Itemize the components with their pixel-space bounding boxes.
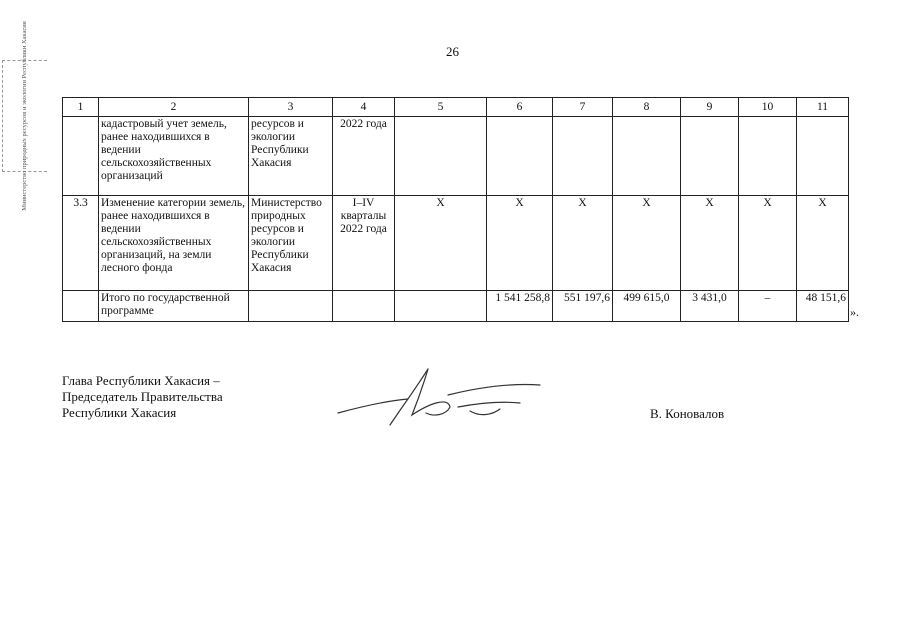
row-value: Х	[395, 196, 487, 291]
row-value	[681, 117, 739, 196]
row-value	[613, 117, 681, 196]
row-value: Х	[681, 196, 739, 291]
row-executor: Министерство природных ресурсов и экологии Республики Хакасия	[249, 196, 333, 291]
row-name: Итого по государственной программе	[99, 291, 249, 322]
row-value: –	[739, 291, 797, 322]
row-value	[553, 117, 613, 196]
column-header: 6	[487, 98, 553, 117]
side-stamp-text: Министерство природных ресурсов и экологии Республики Хакасия	[21, 21, 28, 211]
row-value: Х	[487, 196, 553, 291]
row-period	[333, 291, 395, 322]
table-row	[63, 196, 849, 291]
signatory-title-line: Республики Хакасия	[62, 405, 177, 420]
row-value: 3 431,0	[681, 291, 739, 322]
table-header-row	[63, 98, 849, 117]
page-number: 26	[446, 44, 459, 59]
row-value: Х	[797, 196, 849, 291]
signatory-name: В. Коновалов	[650, 406, 725, 421]
row-number	[63, 291, 99, 322]
column-header: 8	[613, 98, 681, 117]
handwritten-signature	[330, 355, 550, 435]
row-name: Изменение категории земель, ранее находившихся в ведении сельскохозяйственных организаций, на земли лесного фонда	[99, 196, 249, 291]
column-header: 11	[797, 98, 849, 117]
column-header: 10	[739, 98, 797, 117]
row-value: Х	[553, 196, 613, 291]
closing-quote-mark: ».	[850, 305, 859, 319]
row-value	[487, 117, 553, 196]
column-header: 9	[681, 98, 739, 117]
table-row	[63, 117, 849, 196]
signatory-title	[62, 373, 223, 421]
row-value: Х	[613, 196, 681, 291]
row-value: 499 615,0	[613, 291, 681, 322]
column-header: 3	[249, 98, 333, 117]
row-value	[395, 291, 487, 322]
row-executor: ресурсов и экологии Республики Хакасия	[249, 117, 333, 196]
column-header: 4	[333, 98, 395, 117]
row-value: 1 541 258,8	[487, 291, 553, 322]
row-value	[797, 117, 849, 196]
table-row-total	[63, 291, 849, 322]
row-value	[395, 117, 487, 196]
row-name: кадастровый учет земель, ранее находившихся в ведении сельскохозяйственных организаций	[99, 117, 249, 196]
row-executor	[249, 291, 333, 322]
column-header: 1	[63, 98, 99, 117]
column-header: 7	[553, 98, 613, 117]
signatory-title-line: Председатель Правительства	[62, 389, 223, 404]
row-value: 48 151,6	[797, 291, 849, 322]
row-number	[63, 117, 99, 196]
signatory-title-line: Глава Республики Хакасия –	[62, 373, 220, 388]
side-stamp	[2, 21, 47, 211]
column-header: 2	[99, 98, 249, 117]
row-value: 551 197,6	[553, 291, 613, 322]
column-header: 5	[395, 98, 487, 117]
row-period: 2022 года	[333, 117, 395, 196]
row-value: Х	[739, 196, 797, 291]
program-table	[62, 97, 849, 322]
row-period: I–IV кварталы 2022 года	[333, 196, 395, 291]
row-value	[739, 117, 797, 196]
row-number: 3.3	[63, 196, 99, 291]
